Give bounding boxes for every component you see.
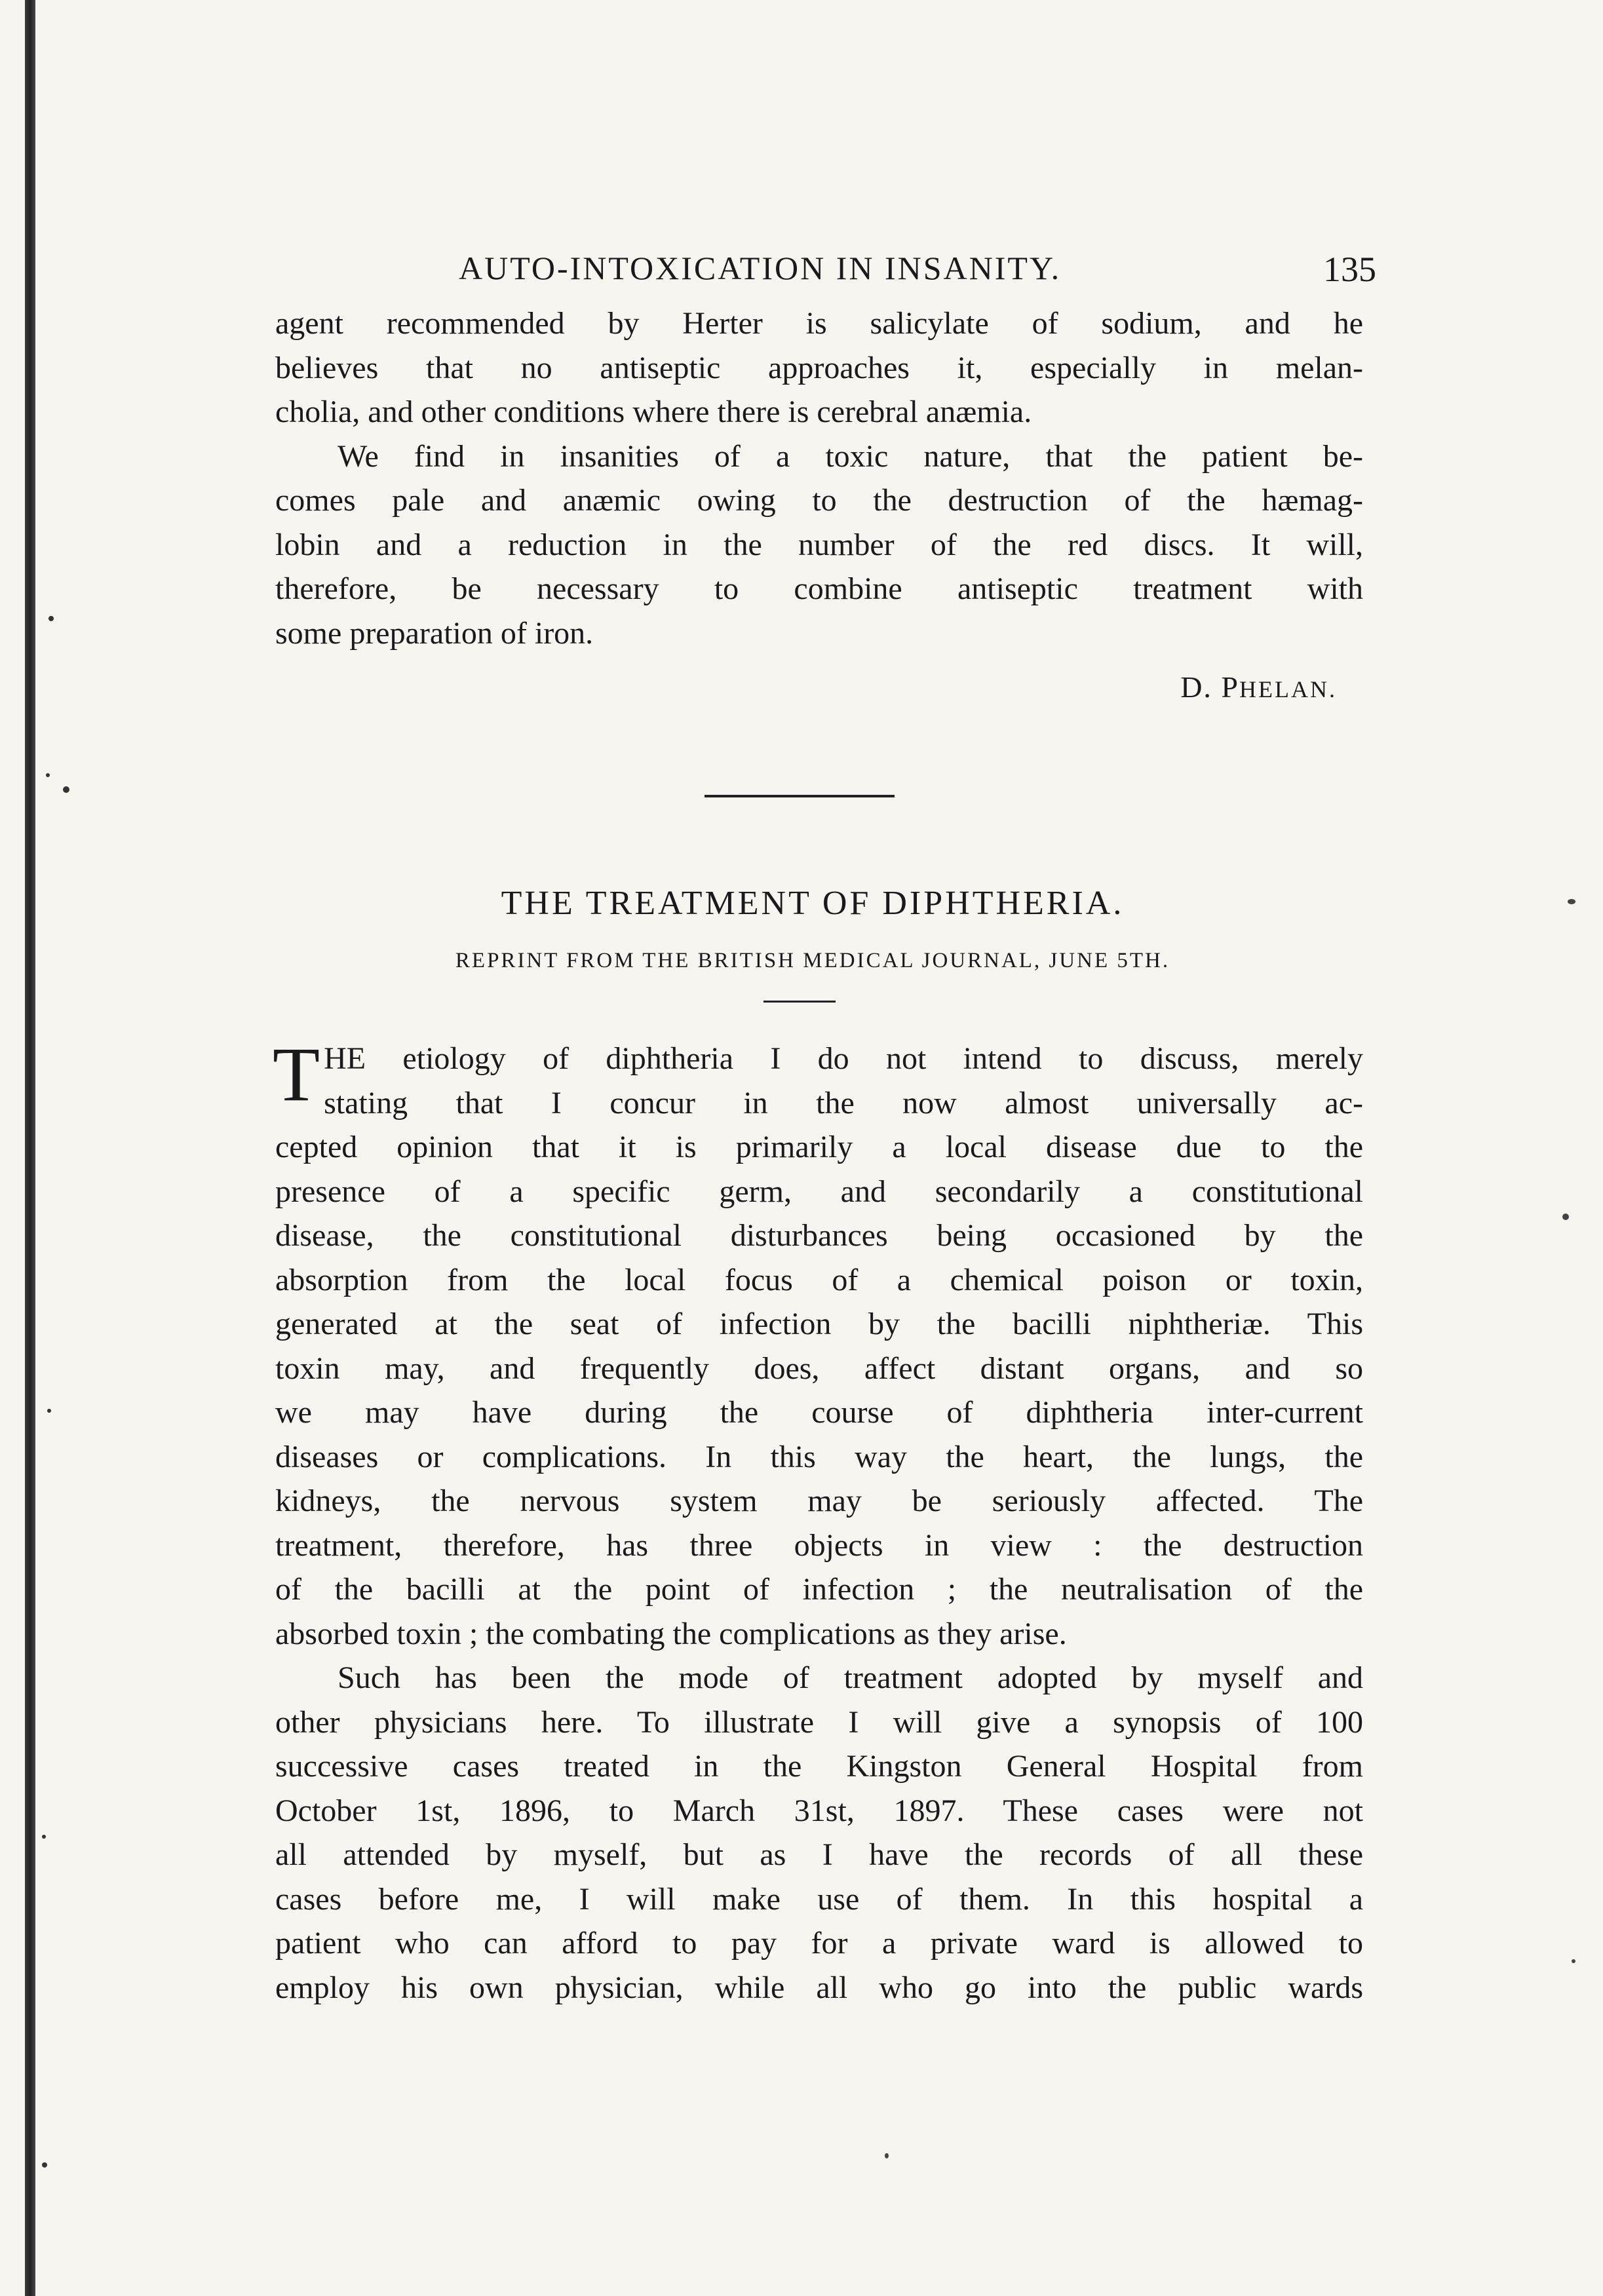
text-line: generated at the seat of infection by the bacilli niphtheriæ. This bbox=[275, 1307, 1363, 1341]
text-line: disease, the constitutional disturbances being occasioned by the bbox=[275, 1218, 1363, 1253]
text-line: lobin and a reduction in the number of the red discs. It will, bbox=[275, 527, 1363, 562]
text-line: other physicians here. To illustrate I will give a synopsis of 100 bbox=[275, 1704, 1363, 1740]
article-title: THE TREATMENT OF DIPHTHERIA. bbox=[501, 885, 1125, 922]
text-line: cepted opinion that it is primarily a local disease due to the bbox=[275, 1130, 1363, 1164]
text-line: cholia, and other conditions where there is cerebral anæmia. bbox=[275, 394, 1032, 429]
drop-cap: T bbox=[273, 1031, 320, 1117]
scan-speck bbox=[46, 773, 50, 777]
text-line: absorbed toxin ; the combating the complications as they arise. bbox=[275, 1616, 1067, 1651]
scan-speck bbox=[48, 616, 54, 621]
text-line: of the bacilli at the point of infection ; the neutralisation of the bbox=[275, 1572, 1363, 1607]
page-number: 135 bbox=[1323, 250, 1376, 289]
text-line: patient who can afford to pay for a private ward is allowed to bbox=[275, 1926, 1363, 1961]
text-line: October 1st, 1896, to March 31st, 1897. These cases were not bbox=[275, 1793, 1363, 1828]
scan-speck bbox=[47, 1409, 51, 1413]
text-line: treatment, therefore, has three objects in view : the destruction bbox=[275, 1527, 1363, 1563]
article-paragraph-1 bbox=[273, 1031, 1363, 1656]
text-line: successive cases treated in the Kingston General Hospital from bbox=[275, 1749, 1363, 1784]
text-line: stating that I concur in the now almost universally ac- bbox=[324, 1085, 1363, 1120]
scan-speck bbox=[1572, 1959, 1575, 1963]
scan-speck bbox=[63, 786, 69, 793]
text-line: we may have during the course of diphtheria inter-current bbox=[275, 1395, 1363, 1430]
signature-surname: HELAN. bbox=[1239, 676, 1337, 702]
text-line: all attended by myself, but as I have the records of all these bbox=[275, 1837, 1363, 1872]
scan-speck bbox=[885, 2153, 889, 2158]
text-line: We find in insanities of a toxic nature, that the patient be- bbox=[338, 438, 1363, 474]
text-line: absorption from the local focus of a chemical poison or toxin, bbox=[275, 1262, 1363, 1297]
text-line: employ his own physician, while all who go into the public wards bbox=[275, 1970, 1363, 2005]
scan-speck bbox=[42, 2162, 47, 2168]
text-line: kidneys, the nervous system may be seriously affected. The bbox=[275, 1483, 1363, 1518]
section-divider bbox=[705, 795, 895, 797]
text-line: some preparation of iron. bbox=[275, 615, 594, 651]
book-page bbox=[273, 249, 1376, 2010]
article-subtitle: REPRINT FROM THE BRITISH MEDICAL JOURNAL, JUNE 5TH. bbox=[455, 949, 1170, 972]
article-body bbox=[273, 1031, 1363, 2010]
scan-speck bbox=[42, 1835, 46, 1839]
scan-speck bbox=[1562, 1214, 1569, 1220]
continuation-paragraph-1 bbox=[275, 301, 1363, 434]
text-line: therefore, be necessary to combine antiseptic treatment with bbox=[275, 571, 1363, 606]
running-head-title: AUTO-INTOXICATION IN INSANITY. bbox=[459, 250, 1062, 286]
text-line: toxin may, and frequently does, affect distant organs, and so bbox=[275, 1350, 1363, 1386]
text-line: presence of a specific germ, and secondarily a constitutional bbox=[275, 1174, 1363, 1209]
text-line: HE etiology of diphtheria I do not intend to discuss, merely bbox=[324, 1041, 1363, 1076]
text-line: diseases or complications. In this way the heart, the lungs, the bbox=[275, 1439, 1363, 1474]
signature-initial: D. P bbox=[1180, 670, 1240, 704]
running-head bbox=[275, 249, 1376, 301]
author-signature bbox=[275, 670, 1363, 704]
scan-speck bbox=[1568, 899, 1575, 904]
page-binding-edge bbox=[25, 0, 35, 2296]
article-paragraph-2 bbox=[275, 1656, 1363, 2010]
title-divider bbox=[763, 1001, 836, 1003]
text-line: comes pale and anæmic owing to the destruction of the hæmag- bbox=[275, 483, 1363, 518]
text-line: agent recommended by Herter is salicylate of sodium, and he bbox=[275, 306, 1363, 341]
text-line: Such has been the mode of treatment adopted by myself and bbox=[338, 1660, 1363, 1695]
continuation-paragraph-2 bbox=[275, 434, 1363, 656]
text-line: cases before me, I will make use of them. In this hospital a bbox=[275, 1881, 1363, 1917]
text-line: believes that no antiseptic approaches it, especially in melan- bbox=[275, 350, 1363, 385]
